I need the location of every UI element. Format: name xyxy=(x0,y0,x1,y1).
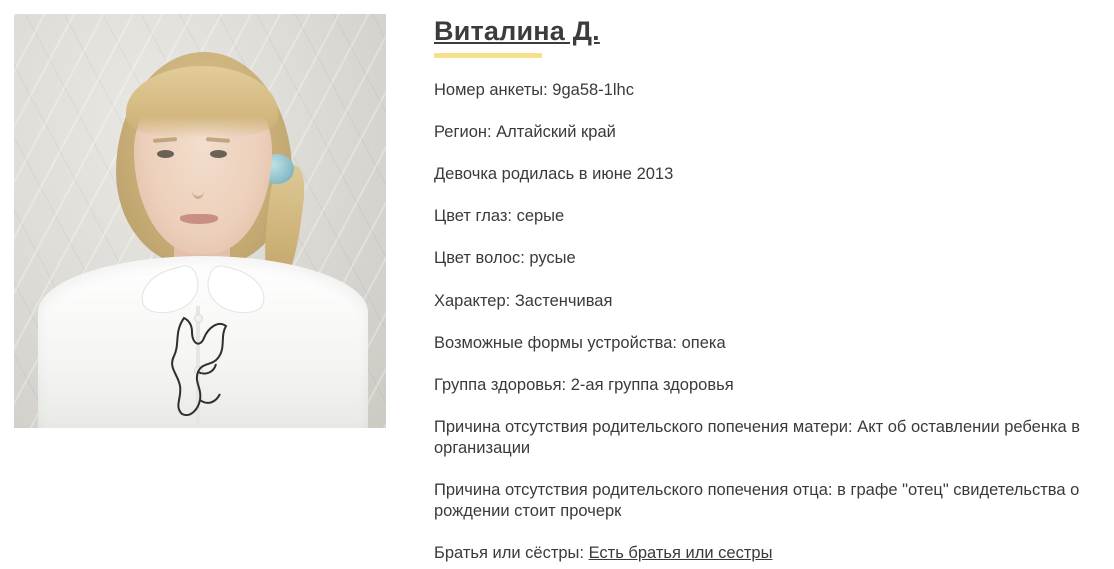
field-value: Алтайский край xyxy=(496,123,616,142)
siblings-link[interactable]: Есть братья или сестры xyxy=(588,544,773,563)
portrait-illustration xyxy=(14,14,386,428)
field-label: Регион: xyxy=(434,123,492,142)
title-underline-accent xyxy=(434,53,542,58)
field-value: 9ga58-1lhc xyxy=(552,81,634,99)
field-region xyxy=(434,122,1104,143)
field-hair-color xyxy=(434,248,1104,269)
field-eye-color xyxy=(434,206,1104,227)
field-label: Характер: xyxy=(434,291,511,310)
field-siblings xyxy=(434,543,1104,564)
photo-column xyxy=(0,0,400,428)
field-value: русые xyxy=(529,249,576,268)
field-value: опека xyxy=(681,333,726,352)
field-label: Группа здоровья: xyxy=(434,375,567,394)
field-label: Причина отсутствия родительского попечения отца: xyxy=(434,481,833,500)
field-label: Братья или сёстры: xyxy=(434,544,584,563)
field-label: Возможные формы устройства: xyxy=(434,333,677,352)
eye-right-shape xyxy=(210,150,227,158)
field-father-reason xyxy=(434,480,1104,522)
field-label: Девочка родилась в июне 2013 xyxy=(434,165,674,184)
field-label: Номер анкеты: xyxy=(434,81,548,99)
field-questionnaire-number xyxy=(434,80,1104,101)
blouse-embroidery-shape xyxy=(164,314,238,420)
field-label: Цвет волос: xyxy=(434,249,525,268)
field-value: 2-ая группа здоровья xyxy=(570,375,734,394)
page-title: Виталина Д. xyxy=(434,16,600,46)
field-mother-reason xyxy=(434,417,1104,459)
eye-left-shape xyxy=(157,150,174,158)
field-label: Цвет глаз: xyxy=(434,207,512,226)
field-health-group xyxy=(434,375,1104,396)
field-value: Застенчивая xyxy=(514,291,613,310)
field-character xyxy=(434,291,1104,312)
field-placement-forms xyxy=(434,333,1104,354)
field-value: Акт об оставлении ребенка в организации xyxy=(434,417,1081,457)
field-label: Причина отсутствия родительского попечения матери: xyxy=(434,417,853,436)
field-birth-date xyxy=(434,164,1104,185)
field-value: в графе "отец" свидетельства о рождении стоит прочерк xyxy=(434,481,1080,521)
field-value: серые xyxy=(516,207,565,226)
mouth-shape xyxy=(180,214,218,224)
nose-shape xyxy=(192,182,204,199)
child-photo xyxy=(14,14,386,428)
profile-info xyxy=(400,0,1114,564)
